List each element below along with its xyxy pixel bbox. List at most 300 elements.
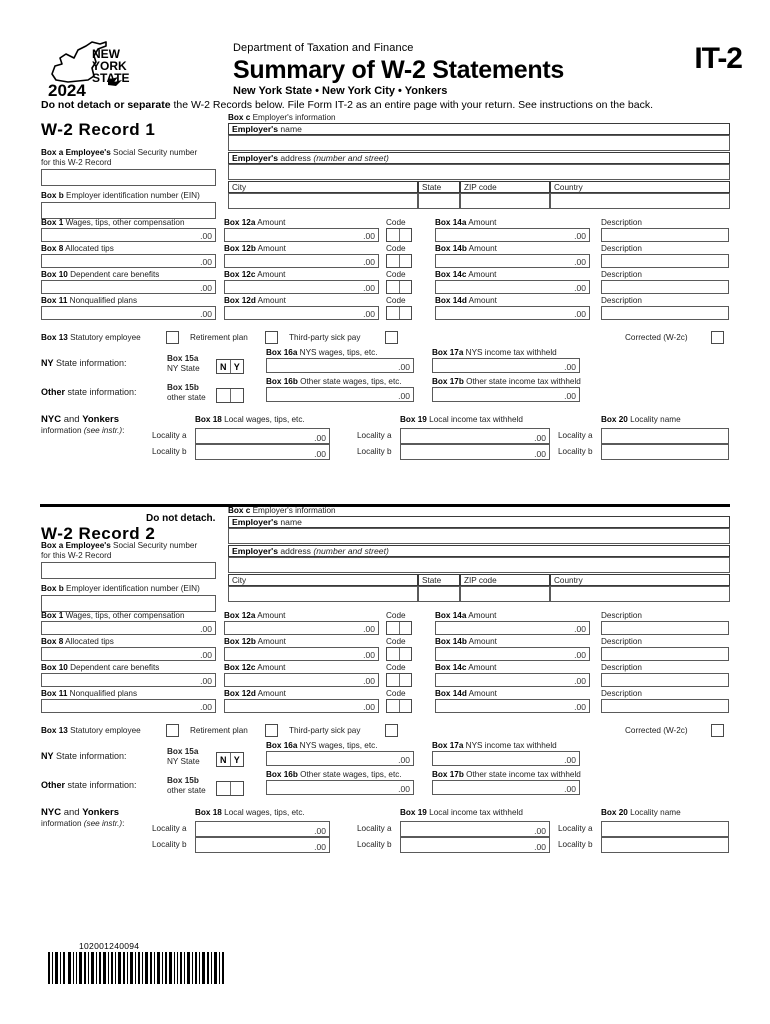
employer-address-input[interactable] [228,164,730,180]
box14-row-label-0-bold: Box 14a [435,611,467,620]
box-17b-input[interactable] [432,387,580,402]
box14-row-label-1-text: Amount [466,244,497,253]
box12-row-input-0-amount-suffix: .00 [363,624,375,634]
employer-address-input[interactable] [228,557,730,573]
left-row-label-1 [41,244,114,253]
box12-row-label-0 [224,611,285,620]
third-party-sick-pay-checkbox[interactable] [385,724,398,737]
box14-row-input-3[interactable] [435,306,590,320]
ny-state-information-label-bold: NY [41,751,54,761]
box14-row-input-2[interactable] [435,673,590,687]
box-a-label-line2: for this W-2 Record [41,158,112,167]
box-c-label [228,113,336,122]
left-row-label-1-bold: Box 8 [41,244,64,253]
box12-row-input-1[interactable] [224,647,379,661]
zip-header [460,574,550,586]
retirement-plan-checkbox[interactable] [265,724,278,737]
box14-row-label-1-text: Amount [466,637,497,646]
nyc-label-mid: and [61,807,83,818]
box12-row-label-3-bold: Box 12d [224,296,256,305]
box20-locality-a-input[interactable] [601,428,729,444]
box14-row-input-1-amount-suffix: .00 [574,650,586,660]
box14-row-label-3-text: Amount [466,689,497,698]
employer-address-label-text: address [278,153,314,163]
left-row-input-0-amount-suffix: .00 [200,624,212,634]
left-row-input-3[interactable] [41,306,216,320]
employer-address-label [232,154,389,164]
employer-address-label-bold: Employer's [232,546,278,556]
box18-locality-b-label: Locality b [152,840,187,849]
box12-code-char2-1[interactable] [400,648,412,660]
box-15a-char2[interactable]: Y [233,361,240,372]
box18-locality-b-input[interactable] [195,444,330,460]
box-15b-label: Box 15b [167,776,199,785]
ny-state-information-label-bold: NY [41,358,54,368]
box12-code-char1-0[interactable] [387,622,400,634]
box14-row-input-0-amount-suffix: .00 [574,624,586,634]
employer-name-header [228,123,730,135]
box12-row-label-0-text: Amount [255,218,286,227]
box13-label [41,333,141,342]
box18-label-text: Local wages, tips, etc. [221,415,305,424]
country-header [550,574,730,586]
box-b-label [41,584,200,593]
box14-row-label-0-text: Amount [466,218,497,227]
box12-code-char1-3[interactable] [387,700,400,712]
box-15a-input[interactable] [216,359,244,374]
box18-locality-a-label: Locality a [152,824,187,833]
box14-row-label-0 [435,611,496,620]
left-row-input-2[interactable] [41,673,216,687]
box12-code-char2-1[interactable] [400,255,412,267]
box12-code-char1-1[interactable] [387,255,400,267]
box14-row-label-3-bold: Box 14d [435,689,467,698]
box-16a-label-bold: Box 16a [266,348,298,357]
box20-label-text: Locality name [627,415,681,424]
box-17a-input-amount-suffix: .00 [564,362,576,372]
left-row-input-3-amount-suffix: .00 [200,309,212,319]
other-state-information-label-text: state information: [65,387,137,397]
box12-code-char1-2[interactable] [387,281,400,293]
box12-code-char2-0[interactable] [400,622,412,634]
box-b-label-bold: Box b [41,584,64,593]
box14-row-label-3-text: Amount [466,296,497,305]
box-17b-label-text: Other state income tax withheld [463,770,581,779]
box18-locality-a-input-amount-suffix: .00 [314,433,326,443]
detach-instruction-bold: Do not detach or separate [41,99,171,111]
box19-label-bold: Box 19 [400,415,427,424]
box-17a-label-bold: Box 17a [432,741,464,750]
left-row-label-2-bold: Box 10 [41,663,68,672]
box18-label [195,808,305,817]
box-15a-char2[interactable]: Y [233,754,240,765]
retirement-plan-label: Retirement plan [190,726,248,735]
box-15b-char2[interactable] [231,389,244,402]
box19-locality-b-input-amount-suffix: .00 [534,449,546,459]
nyc-label-bold: NYC [41,807,62,818]
box19-label-text: Local income tax withheld [426,415,523,424]
box18-locality-b-input[interactable] [195,837,330,853]
left-row-label-0 [41,218,185,227]
box12-code-char1-3[interactable] [387,307,400,319]
box12-code-input-3[interactable] [386,699,412,713]
left-row-input-2-amount-suffix: .00 [200,676,212,686]
box20-locality-a-input[interactable] [601,821,729,837]
box12-row-input-2-amount-suffix: .00 [363,676,375,686]
box20-locality-b-label: Locality b [558,840,593,849]
nyc-yonkers-label [41,415,119,426]
box14-row-input-1[interactable] [435,254,590,268]
box12-row-input-1[interactable] [224,254,379,268]
box-15b-input[interactable] [216,388,244,403]
third-party-sick-pay-checkbox[interactable] [385,331,398,344]
box-b-ein-input[interactable] [41,202,216,219]
box12-code-input-0[interactable] [386,228,412,242]
box12-code-input-0[interactable] [386,621,412,635]
box14-row-label-2-text: Amount [466,270,497,279]
box19-locality-a-label: Locality a [357,824,392,833]
box14-row-label-3 [435,689,497,698]
employer-address-label-text: address [278,546,314,556]
nyc-sublabel-end: : [122,819,125,828]
left-row-input-0[interactable] [41,228,216,242]
state-input[interactable] [418,586,460,602]
box-15b-sublabel: other state [167,393,206,402]
box18-locality-a-input[interactable] [195,428,330,444]
other-state-information-label-text: state information: [65,780,137,790]
box-16b-label-bold: Box 16b [266,377,298,386]
box-a-label-bold: Box a Employee's [41,541,111,550]
box20-locality-b-input[interactable] [601,837,729,853]
box12-row-input-3[interactable] [224,699,379,713]
box12-code-label-0: Code [386,611,406,620]
left-row-label-0-text: Wages, tips, other compensation [63,218,185,227]
box-16a-input[interactable] [266,358,414,373]
box18-label-text: Local wages, tips, etc. [221,808,305,817]
box14-desc-label-1: Description [601,244,642,253]
left-row-label-3-bold: Box 11 [41,689,68,698]
new-york-state-logo [48,36,156,98]
box14-row-input-2-amount-suffix: .00 [574,283,586,293]
box19-locality-b-input-amount-suffix: .00 [534,842,546,852]
left-row-label-3-text: Nonqualified plans [67,296,138,305]
nyc-sublabel-text: information [41,426,84,435]
employer-address-label [232,547,389,557]
box12-row-input-2[interactable] [224,280,379,294]
box12-row-label-3 [224,296,286,305]
box12-row-input-3[interactable] [224,306,379,320]
department-line: Department of Taxation and Finance [233,42,414,54]
state-input[interactable] [418,193,460,209]
zip-input[interactable] [460,586,550,602]
box-15a-input[interactable] [216,752,244,767]
box12-row-input-2[interactable] [224,673,379,687]
box12-row-label-2 [224,663,285,672]
zip-label: ZIP code [464,183,497,192]
box18-label-bold: Box 18 [195,808,222,817]
box-16a-label [266,348,378,357]
box-a-ssn-input[interactable] [41,169,216,186]
box-16b-label [266,770,402,779]
box-16b-input[interactable] [266,387,414,402]
box-16b-input-amount-suffix: .00 [398,784,410,794]
box12-code-char1-1[interactable] [387,648,400,660]
country-label: Country [554,576,583,585]
box-17b-input-amount-suffix: .00 [564,784,576,794]
box12-code-char2-3[interactable] [400,700,412,712]
box12-row-input-1-amount-suffix: .00 [363,257,375,267]
box20-label [601,415,681,424]
box14-row-input-3[interactable] [435,699,590,713]
logo-year: 2024 [48,81,86,98]
box12-code-label-2: Code [386,663,406,672]
box12-code-input-1[interactable] [386,254,412,268]
box14-row-label-3-bold: Box 14d [435,296,467,305]
box12-code-input-2[interactable] [386,280,412,294]
box14-desc-input-1[interactable] [601,254,729,268]
box-16a-label-bold: Box 16a [266,741,298,750]
box20-locality-b-input[interactable] [601,444,729,460]
box-b-label-text: Employer identification number (EIN) [63,191,200,200]
third-party-sick-pay-label: Third-party sick pay [289,333,361,342]
box12-row-label-2-bold: Box 12c [224,270,256,279]
box12-row-input-3-amount-suffix: .00 [363,309,375,319]
employer-address-label-italic: (number and street) [313,546,389,556]
box12-row-input-3-amount-suffix: .00 [363,702,375,712]
box12-row-label-3-bold: Box 12d [224,689,256,698]
box-17b-input-amount-suffix: .00 [564,391,576,401]
box-16b-input-amount-suffix: .00 [398,391,410,401]
box19-locality-b-input[interactable] [400,837,550,853]
box-a-ssn-input[interactable] [41,562,216,579]
box-a-label-bold: Box a Employee's [41,148,111,157]
box14-row-input-1[interactable] [435,647,590,661]
left-row-input-3-amount-suffix: .00 [200,702,212,712]
box18-locality-a-label: Locality a [152,431,187,440]
nyc-label-bold: NYC [41,414,62,425]
box-c-label-text: Employer's information [250,113,336,122]
box12-code-char2-0[interactable] [400,229,412,241]
state-header [418,181,460,193]
box12-code-label-2: Code [386,270,406,279]
corrected-w2c-label: Corrected (W-2c) [625,333,688,342]
box-c-label-bold: Box c [228,506,251,515]
box12-row-label-0-text: Amount [255,611,286,620]
country-input[interactable] [550,586,730,602]
box-17a-input[interactable] [432,358,580,373]
box-15a-char1[interactable]: N [217,360,231,373]
left-row-label-2-bold: Box 10 [41,270,68,279]
box20-label [601,808,681,817]
box13-label-text: Statutory employee [67,726,141,735]
detach-instruction [41,99,653,111]
box14-row-label-0-text: Amount [466,611,497,620]
box-17a-input[interactable] [432,751,580,766]
left-row-label-1 [41,637,114,646]
left-row-label-1-text: Allocated tips [63,637,114,646]
box-a-label [41,148,197,157]
box20-label-bold: Box 20 [601,808,628,817]
left-row-label-0-bold: Box 1 [41,218,64,227]
box14-row-input-1-amount-suffix: .00 [574,257,586,267]
left-row-label-3-text: Nonqualified plans [67,689,138,698]
box12-code-char1-2[interactable] [387,674,400,686]
box12-row-label-2-text: Amount [255,270,286,279]
box19-locality-a-input-amount-suffix: .00 [534,826,546,836]
left-row-input-2[interactable] [41,280,216,294]
box14-row-input-0[interactable] [435,621,590,635]
box14-row-input-2[interactable] [435,280,590,294]
box-a-label [41,541,197,550]
box19-label [400,415,523,424]
left-row-label-2 [41,270,159,279]
nyc-sublabel-text: information [41,819,84,828]
box-15b-sublabel: other state [167,786,206,795]
box12-row-label-2 [224,270,285,279]
box19-locality-b-label: Locality b [357,447,392,456]
box14-row-input-3-amount-suffix: .00 [574,309,586,319]
left-row-label-0 [41,611,185,620]
zip-label: ZIP code [464,576,497,585]
box12-row-label-0 [224,218,285,227]
left-row-input-1-amount-suffix: .00 [200,650,212,660]
employer-address-header [228,152,730,164]
box12-row-label-1-bold: Box 12b [224,637,256,646]
box12-code-label-1: Code [386,637,406,646]
box-16a-label-text: NYS wages, tips, etc. [297,741,378,750]
box-b-label-bold: Box b [41,191,64,200]
box14-desc-input-0[interactable] [601,621,729,635]
box14-row-label-1 [435,244,497,253]
other-state-information-label-bold: Other [41,780,66,790]
statutory-employee-checkbox[interactable] [166,331,179,344]
box12-row-input-0-amount-suffix: .00 [363,231,375,241]
state-label: State [422,576,442,585]
city-label: City [232,183,247,192]
zip-header [460,181,550,193]
box-17a-label-text: NYS income tax withheld [463,741,557,750]
left-row-input-1[interactable] [41,647,216,661]
box18-locality-a-input[interactable] [195,821,330,837]
other-state-information-label [41,780,137,790]
record-title: W-2 Record 1 [41,120,156,139]
box14-desc-label-3: Description [601,689,642,698]
nyc-sublabel-italic: (see instr.) [83,426,123,435]
other-state-information-label [41,387,137,397]
box12-code-char2-3[interactable] [400,307,412,319]
box-16b-input[interactable] [266,780,414,795]
box12-code-char1-0[interactable] [387,229,400,241]
left-row-label-2-text: Dependent care benefits [67,270,160,279]
box20-locality-a-label: Locality a [558,824,593,833]
box-15b-char2[interactable] [231,782,244,795]
retirement-plan-checkbox[interactable] [265,331,278,344]
box14-desc-input-3[interactable] [601,699,729,713]
ny-state-information-label [41,751,127,761]
box12-row-label-1 [224,244,286,253]
other-state-information-label-bold: Other [41,387,66,397]
box12-code-char2-2[interactable] [400,674,412,686]
country-input[interactable] [550,193,730,209]
box14-desc-input-1[interactable] [601,647,729,661]
box-b-label [41,191,200,200]
do-not-detach-note: Do not detach. [146,513,216,524]
box14-desc-input-0[interactable] [601,228,729,242]
box13-label-bold: Box 13 [41,726,68,735]
box12-code-input-2[interactable] [386,673,412,687]
box12-code-input-3[interactable] [386,306,412,320]
corrected-w2c-label: Corrected (W-2c) [625,726,688,735]
box14-row-input-0[interactable] [435,228,590,242]
state-label: State [422,183,442,192]
box-15a-sublabel: NY State [167,364,200,373]
barcode-image [48,952,226,984]
employer-address-label-bold: Employer's [232,153,278,163]
box-16b-label-text: Other state wages, tips, etc. [297,377,402,386]
box-a-label-text: Social Security number [110,148,198,157]
employer-address-header [228,545,730,557]
box14-desc-input-3[interactable] [601,306,729,320]
box-c-label-bold: Box c [228,113,251,122]
corrected-w2c-checkbox[interactable] [711,331,724,344]
box12-row-label-0-bold: Box 12a [224,218,256,227]
employer-address-label-italic: (number and street) [313,153,389,163]
left-row-input-3[interactable] [41,699,216,713]
page-subtitle: New York State • New York City • Yonkers [233,85,448,97]
yonkers-label-bold: Yonkers [82,807,119,818]
box12-code-input-1[interactable] [386,647,412,661]
box19-locality-b-label: Locality b [357,840,392,849]
box18-locality-b-input-amount-suffix: .00 [314,842,326,852]
box12-code-char2-2[interactable] [400,281,412,293]
ny-state-information-label-text: State information: [53,358,127,368]
box-17b-input[interactable] [432,780,580,795]
box14-desc-label-2: Description [601,270,642,279]
box19-label-text: Local income tax withheld [426,808,523,817]
box19-locality-a-label: Locality a [357,431,392,440]
zip-input[interactable] [460,193,550,209]
city-input[interactable] [228,193,418,209]
box19-locality-a-input[interactable] [400,428,550,444]
box12-code-label-1: Code [386,244,406,253]
left-row-input-1[interactable] [41,254,216,268]
box-15a-char1[interactable]: N [217,753,231,766]
box12-row-input-0[interactable] [224,621,379,635]
corrected-w2c-checkbox[interactable] [711,724,724,737]
box19-locality-b-input[interactable] [400,444,550,460]
box12-row-input-0[interactable] [224,228,379,242]
box-15a-label: Box 15a [167,354,199,363]
employer-name-input[interactable] [228,135,730,151]
box-15b-char1[interactable] [217,389,231,402]
city-input[interactable] [228,586,418,602]
page-title: Summary of W-2 Statements [233,56,564,84]
left-row-input-0[interactable] [41,621,216,635]
box-15b-input[interactable] [216,781,244,796]
box13-label-text: Statutory employee [67,333,141,342]
statutory-employee-checkbox[interactable] [166,724,179,737]
box-16a-input[interactable] [266,751,414,766]
employer-name-input[interactable] [228,528,730,544]
box-16a-input-amount-suffix: .00 [398,362,410,372]
box-b-ein-input[interactable] [41,595,216,612]
box19-locality-a-input[interactable] [400,821,550,837]
box-15b-char1[interactable] [217,782,231,795]
box14-row-label-1-bold: Box 14b [435,637,467,646]
box14-desc-input-2[interactable] [601,280,729,294]
box14-desc-input-2[interactable] [601,673,729,687]
employer-name-label-text: name [278,124,302,134]
